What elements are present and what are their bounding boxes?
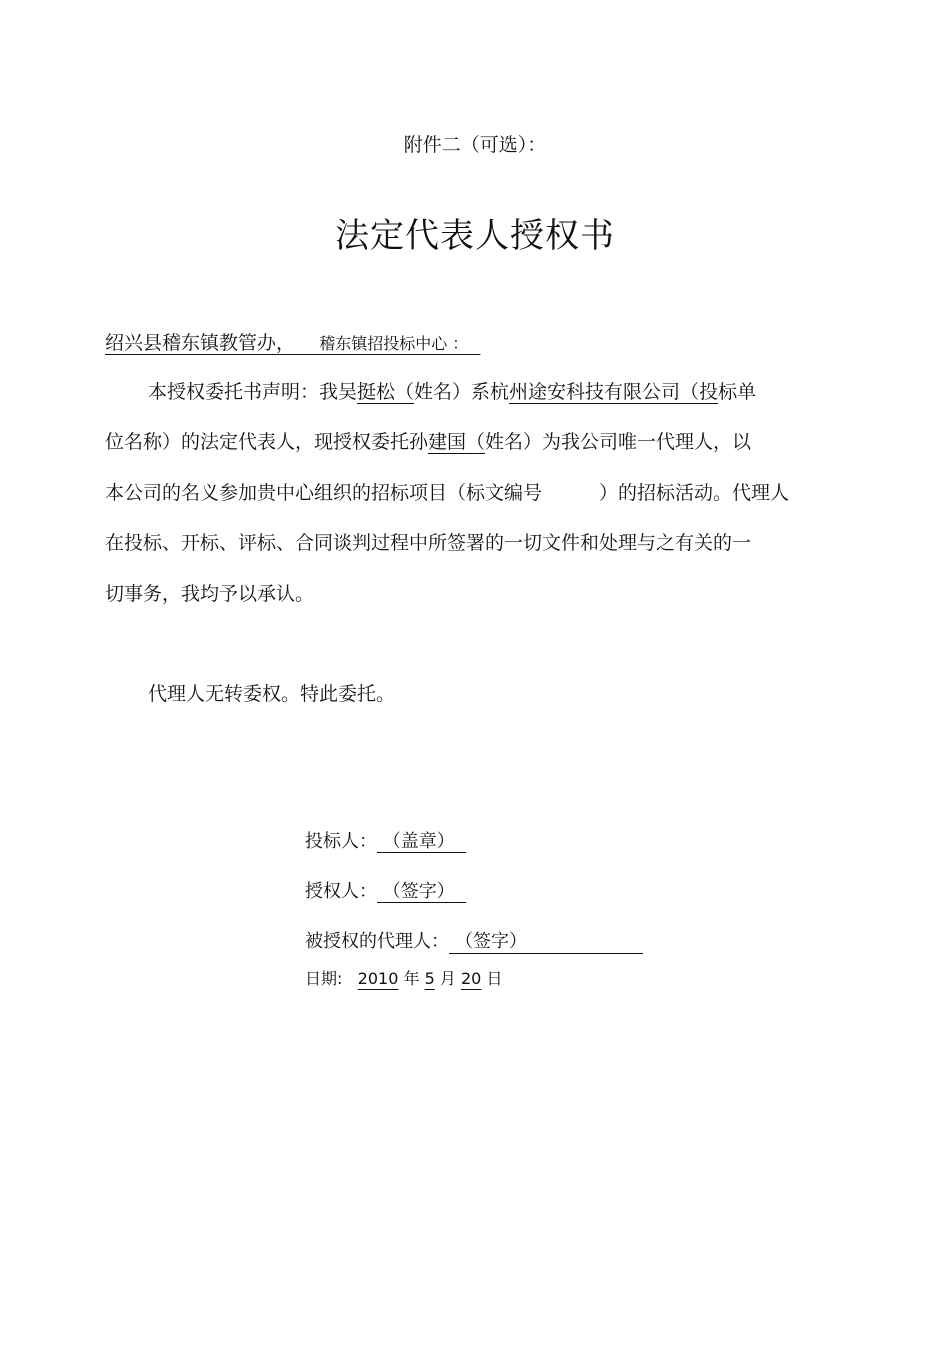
text-segment: 本授权委托书声明：我吴 — [148, 381, 358, 403]
company-name: 州途安科技有限公司（投 — [509, 381, 719, 403]
paragraph-line-3: 本公司的名义参加贵中心组织的招标项目（标文编号 ）的招标活动。代理人 — [105, 482, 790, 504]
authorizer-label: 授权人： — [305, 881, 377, 902]
agent-signature — [449, 927, 643, 954]
text-segment: 位名称）的法定代表人，现授权委托孙 — [105, 431, 429, 453]
authorizer-signature — [377, 881, 466, 902]
date-month: 5 — [424, 969, 435, 988]
paragraph-line-5: 切事务，我均予以承认。 — [105, 583, 315, 605]
date-row — [305, 966, 502, 989]
bidder-label: 投标人： — [305, 831, 377, 852]
paragraph-line-1 — [148, 377, 756, 404]
paragraph-line-2 — [105, 427, 751, 454]
text-segment: 姓名）为我公司唯一代理人，以 — [485, 431, 752, 453]
agent-label: 被授权的代理人： — [305, 931, 449, 952]
document-title: 法定代表人授权书 — [335, 216, 615, 256]
legal-rep-name: 挺松（ — [357, 381, 415, 403]
addressee — [105, 328, 480, 355]
month-unit: 月 — [439, 969, 456, 988]
day-unit: 日 — [486, 969, 503, 988]
date-year: 2010 — [357, 969, 399, 988]
authorizer-signature-text: （签字） — [382, 881, 455, 902]
agent-row — [305, 927, 643, 954]
bidder-row — [305, 827, 466, 853]
agent-name: 建国（ — [428, 431, 486, 453]
text-segment: 标单 — [718, 381, 757, 403]
date-label: 日期: — [305, 969, 343, 988]
addressee-org2: 稽东镇招投标中心 ： — [319, 334, 469, 353]
bidder-seal — [377, 831, 466, 852]
addressee-org1: 绍兴县稽东镇教管办， — [105, 332, 296, 354]
text-segment: 姓名）系杭 — [414, 381, 510, 403]
year-unit: 年 — [403, 969, 420, 988]
agent-signature-text: （签字） — [455, 931, 527, 952]
paragraph-no-delegation: 代理人无转委权。特此委托。 — [148, 683, 396, 705]
authorizer-row — [305, 877, 466, 903]
date-day: 20 — [460, 969, 482, 988]
paragraph-line-4: 在投标、开标、评标、合同谈判过程中所签署的一切文件和处理与之有关的一 — [105, 532, 752, 554]
bidder-seal-text: （盖章） — [382, 831, 455, 852]
annex-label: 附件二（可选）： — [403, 134, 547, 156]
